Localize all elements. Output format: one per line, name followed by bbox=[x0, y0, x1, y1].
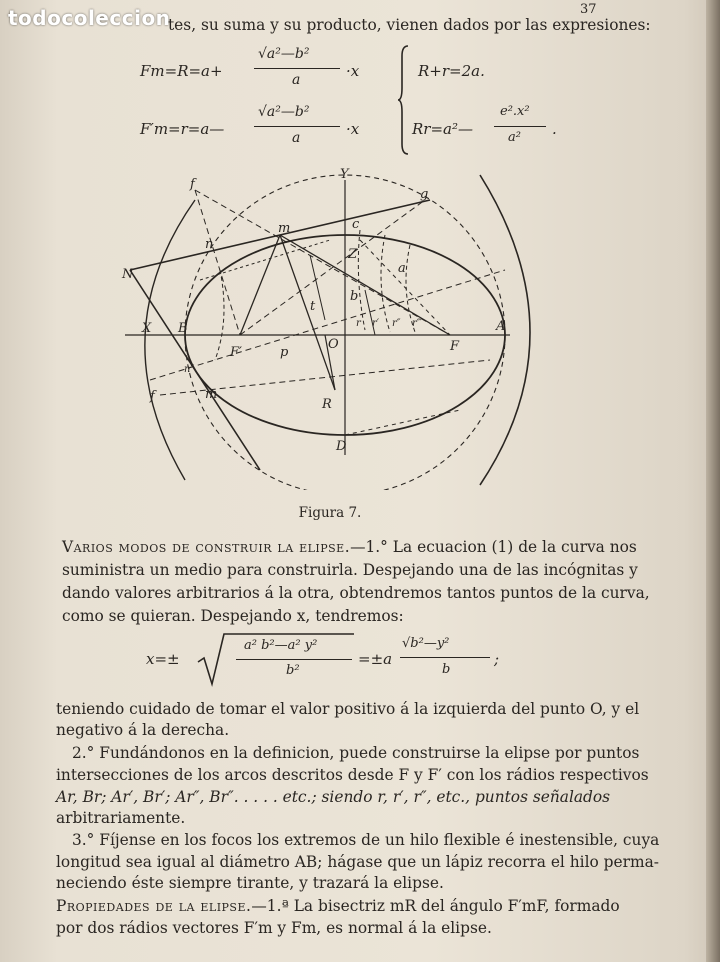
formula-1-left: Fm=R=a+ bbox=[140, 62, 223, 80]
arc-left bbox=[215, 270, 224, 360]
label-R: R bbox=[322, 397, 332, 412]
formula-brace bbox=[398, 44, 418, 156]
formula-1-denominator: a bbox=[292, 72, 301, 88]
label-B: B bbox=[178, 321, 188, 336]
formula-x-denominator: b² bbox=[286, 663, 300, 678]
dashed-line-3 bbox=[150, 270, 505, 380]
formula-x-mid: =±a bbox=[358, 650, 393, 668]
paragraph1-line1 bbox=[62, 538, 637, 556]
section2-heading: Propiedades de la elipse. bbox=[56, 897, 252, 915]
formula-x-numerator2: √b²—y² bbox=[402, 636, 450, 651]
label-r1: r′ bbox=[372, 318, 380, 329]
formula-1-tail: ·x bbox=[346, 62, 360, 80]
item2-line3: Ar, Br; Ar′, Br′; Ar″, Br″. . . . . etc.; siendo r, r′, r″, etc., puntos señalados bbox=[56, 788, 611, 806]
formula-4-numerator: e².x² bbox=[500, 104, 530, 119]
formula-2-tail: ·x bbox=[346, 120, 360, 138]
formula-x-bar2 bbox=[400, 657, 490, 658]
figure-7-diagram bbox=[110, 160, 550, 490]
paragraph1-line3: dando valores arbitrarios á la otra, obtendremos tantos puntos de la curva, bbox=[62, 584, 650, 602]
formula-x-left: x=± bbox=[146, 650, 180, 668]
item2-line4: arbitrariamente. bbox=[56, 809, 186, 827]
label-c: c bbox=[352, 217, 360, 232]
figure-caption: Figura 7. bbox=[298, 505, 362, 521]
label-p: p bbox=[280, 345, 289, 360]
normal-line bbox=[280, 235, 335, 390]
formula-x-bar bbox=[236, 659, 352, 660]
formula-2-left: F′m=r=a— bbox=[140, 120, 225, 138]
label-m-top: m bbox=[278, 221, 291, 236]
label-n2: n″ bbox=[184, 364, 195, 375]
section-heading: Varios modos de construir la elipse. bbox=[62, 538, 351, 556]
formula-4-bar bbox=[494, 126, 546, 127]
page-number: 37 bbox=[580, 2, 597, 17]
paragraph1-line4: como se quieran. Despejando x, tendremos: bbox=[62, 607, 404, 625]
formula-x-tail: ; bbox=[494, 650, 500, 668]
formula-4-left: Rr=a²— bbox=[412, 120, 473, 138]
label-Y: Y bbox=[340, 167, 349, 182]
label-b: b bbox=[350, 289, 359, 304]
label-g: g bbox=[420, 187, 429, 202]
label-r: r bbox=[356, 318, 361, 329]
formula-2-denominator: a bbox=[292, 130, 301, 146]
item3-line2: longitud sea igual al diámetro AB; hágase que un lápiz recorra el hilo perma- bbox=[56, 853, 659, 871]
label-F-prime: F′ bbox=[230, 345, 242, 360]
section2-text-1: La bisectriz mR del ángulo F′mF, formado bbox=[293, 897, 620, 915]
label-A: A bbox=[496, 319, 506, 334]
formula-3: R+r=2a. bbox=[418, 62, 485, 80]
label-O: O bbox=[328, 337, 339, 352]
label-Z: Z bbox=[348, 247, 358, 262]
label-m-bottom: m bbox=[205, 387, 218, 402]
formula-1-numerator: √a²—b² bbox=[258, 46, 310, 62]
header-line: tes, su suma y su producto, vienen dados por las expresiones: bbox=[168, 16, 651, 34]
label-X: X bbox=[142, 321, 152, 336]
label-t: t bbox=[310, 299, 316, 314]
paragraph1-line2: suministra un medio para construirla. Despejando una de las incógnitas y bbox=[62, 561, 638, 579]
paragraph1b-line2: negativo á la derecha. bbox=[56, 721, 230, 739]
item2-line1: 2.° Fundándonos en la definicion, puede construirse la elipse por puntos bbox=[72, 744, 640, 762]
formula-4-tail: . bbox=[552, 120, 557, 138]
formula-x-denominator2: b bbox=[442, 662, 451, 677]
label-n: n bbox=[205, 237, 214, 252]
label-r2: r″ bbox=[392, 318, 401, 329]
formula-1-bar bbox=[254, 68, 340, 69]
formula-x-numerator: a² b²—a² y² bbox=[244, 638, 318, 653]
arc-r2 bbox=[381, 235, 390, 332]
paragraph1b-line1: teniendo cuidado de tomar el valor positivo á la izquierda del punto O, y el bbox=[56, 700, 640, 718]
watermark-logo: todocoleccion bbox=[8, 6, 171, 30]
item3-line1: 3.° Fíjense en los focos los extremos de un hilo flexible é inestensible, cuya bbox=[72, 831, 660, 849]
section2-line2: por dos rádios vectores F′m y Fm, es normal á la elipse. bbox=[56, 919, 492, 937]
item3-line3: neciendo éste siempre tirante, y trazará la elipse. bbox=[56, 874, 444, 892]
item1-number: —1.° bbox=[350, 538, 388, 556]
label-r3: r‴ bbox=[412, 318, 422, 329]
section2-number: —1.ª bbox=[251, 897, 289, 915]
label-a: a bbox=[398, 261, 406, 276]
label-N: N bbox=[122, 267, 134, 282]
section2-line1 bbox=[56, 897, 620, 915]
formula-2-bar bbox=[254, 126, 340, 127]
label-f-top: f bbox=[190, 177, 195, 192]
item2-line2: intersecciones de los arcos descritos desde F y F′ con los rádios respectivos bbox=[56, 766, 649, 784]
paragraph1-text-1: La ecuacion (1) de la curva nos bbox=[392, 538, 637, 556]
outer-arc-left bbox=[145, 200, 195, 480]
formula-4-denominator: a² bbox=[508, 130, 521, 145]
label-f-bottom: f bbox=[150, 389, 155, 404]
formula-2-numerator: √a²—b² bbox=[258, 104, 310, 120]
label-F: F bbox=[450, 339, 460, 354]
label-D: D bbox=[336, 439, 347, 454]
page-edge bbox=[706, 0, 720, 962]
